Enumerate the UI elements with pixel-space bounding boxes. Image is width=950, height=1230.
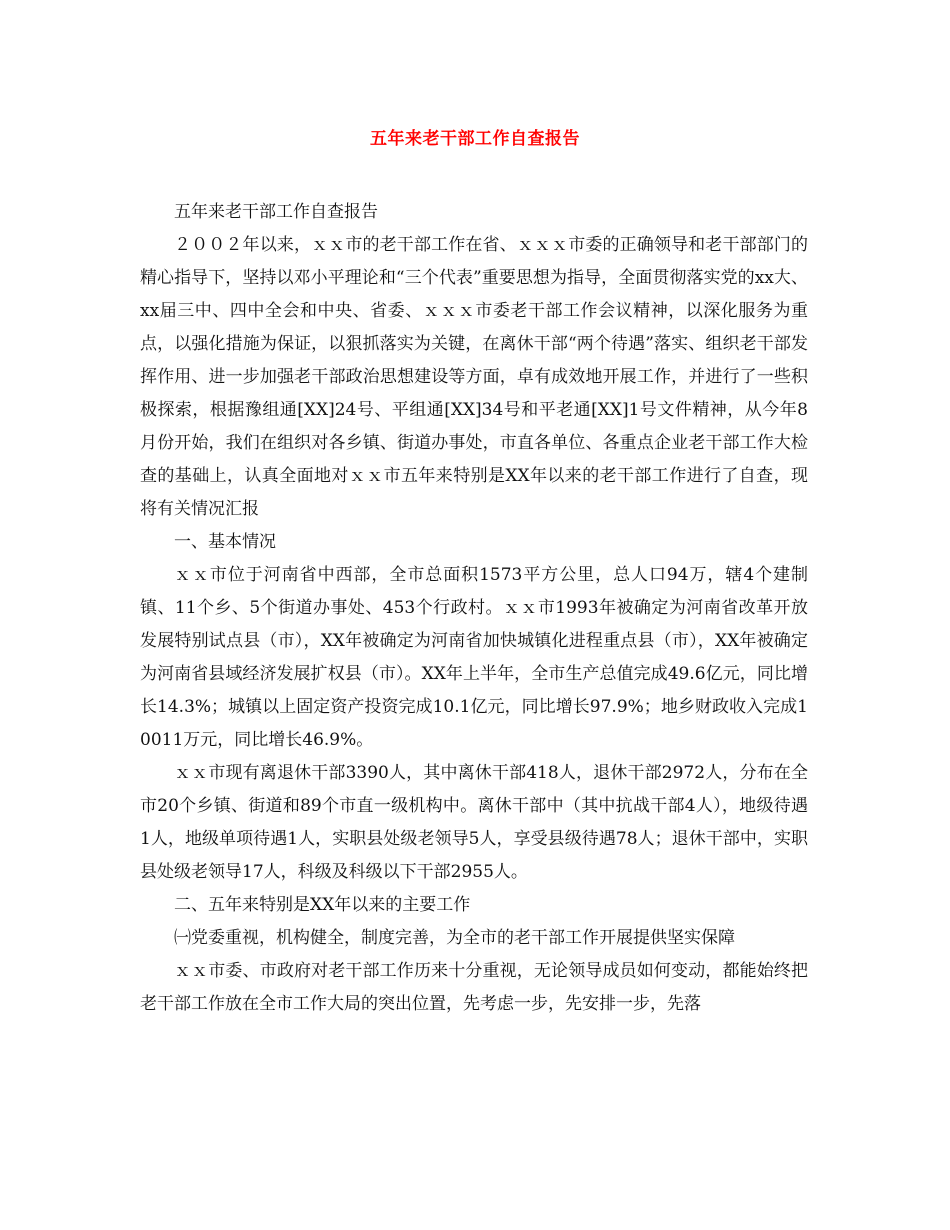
document-title: 五年来老干部工作自查报告 — [370, 129, 580, 149]
section-heading-main-work: 二、五年来特别是XX年以来的主要工作 — [174, 895, 471, 915]
document-body — [140, 196, 808, 1021]
paragraph-intro: ２００２年以来，ｘｘ市的老干部工作在省、ｘｘｘ市委的正确领导和老干部部门的精心指导下，坚持以邓小平理论和“三个代表”重要思想为指导，全面贯彻落实党的xx大、xx届三中、四中全会和中央、省委、ｘｘｘ市委老干部工作会议精神，以深化服务为重点，以强化措施为保证，以狠抓落实为关键，在离休干部“两个待遇”落实、组织老干部发挥作用、进一步加强老干部政治思想建设等方面，卓有成效地开展工作，并进行了一些积极探索，根据豫组通[XX]24号、平组通[XX]34号和平老通[XX]1号文件精神，从今年8月份开始，我们在组织对各乡镇、街道办事处，市直各单位、各重点企业老干部工作大检查的基础上，认真全面地对ｘｘ市五年来特别是XX年以来的老干部工作进行了自查，现将有关情况汇报 — [140, 235, 808, 519]
section-heading-basic-situation: 一、基本情况 — [174, 532, 276, 552]
subsection-heading-party-support: ㈠党委重视，机构健全，制度完善，为全市的老干部工作开展提供坚实保障 — [174, 928, 735, 948]
paragraph-cadre-statistics: ｘｘ市现有离退休干部3390人，其中离休干部418人，退休干部2972人，分布在全市20个乡镇、街道和89个市直一级机构中。离休干部中（其中抗战干部4人），地级待遇1人，地级单项待遇1人，实职县处级老领导5人，享受县级待遇78人；退休干部中，实职县处级老领导17人，科级及科级以下干部2955人。 — [140, 763, 808, 882]
paragraph-city-overview: ｘｘ市位于河南省中西部，全市总面积1573平方公里，总人口94万，辖4个建制镇、11个乡、5个街道办事处、453个行政村。ｘｘ市1993年被确定为河南省改革开放发展特别试点县（市），XX年被确定为河南省加快城镇化进程重点县（市），XX年被确定为河南省县域经济发展扩权县（市）。XX年上半年，全市生产总值完成49.6亿元，同比增长14.3%；城镇以上固定资产投资完成10.1亿元，同比增长97.9%；地乡财政收入完成10011万元，同比增长46.9%。 — [140, 565, 808, 750]
paragraph-party-support: ｘｘ市委、市政府对老干部工作历来十分重视，无论领导成员如何变动，都能始终把老干部工作放在全市工作大局的突出位置，先考虑一步，先安排一步，先落 — [140, 961, 808, 1014]
paragraph-heading: 五年来老干部工作自查报告 — [174, 202, 378, 222]
